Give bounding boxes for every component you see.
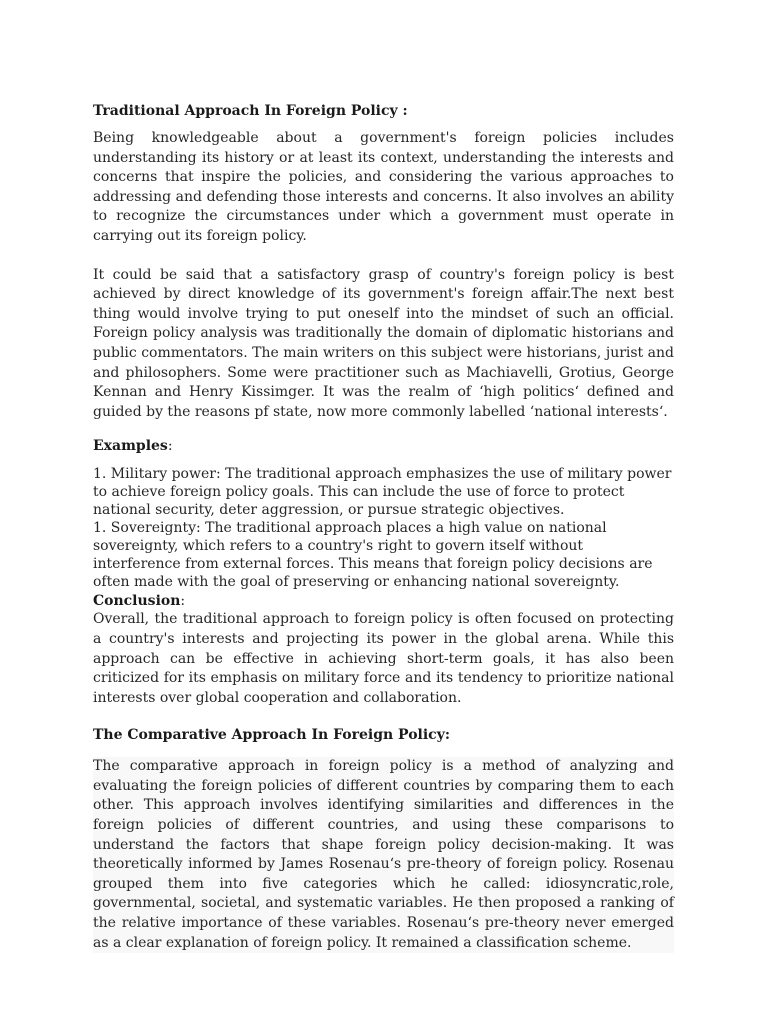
- document-content: [93, 100, 674, 953]
- conclusion-label-colon: :: [180, 593, 186, 610]
- traditional-paragraph-1: Being knowledgeable about a government's foreign policies includes understanding its history or at least its context, understanding the interests and concerns that inspire the policies, and considering the various approaches to addressing and defending those interests and concerns. It also involves an ability to recognize the circumstances under which a government must operate in carrying out its foreign policy.: [93, 130, 674, 244]
- conclusion-paragraph: Overall, the traditional approach to foreign policy is often focused on protecting a country's interests and projecting its power in the global arena. While this approach can be effective in achieving short-term goals, it has also been criticized for its emphasis on military force and its tendency to prioritize national interests over global cooperation and collaboration.: [93, 611, 674, 706]
- example-item-military-power: 1. Military power: The traditional approach emphasizes the use of military power to achieve foreign policy goals. This can include the use of force to protect national security, deter aggression, or pursue strategic objectives.: [93, 466, 672, 519]
- conclusion-label: Conclusion: [93, 593, 181, 610]
- comparative-paragraph: The comparative approach in foreign policy is a method of analyzing and evaluating the foreign policies of different countries by comparing them to each other. This approach involves identifying similarities and differences in the foreign policies of different countries, and using these comparisons to understand the factors that shape foreign policy decision-making. It was theoretically informed by James Rosenau‘s pre-theory of foreign policy. Rosenau grouped them into five categories which he called: idiosyncratic,role, governmental, societal, and systematic variables. He then proposed a ranking of the relative importance of these variables. Rosenau‘s pre-theory never emerged as a clear explanation of foreign policy. It remained a classification scheme.: [93, 757, 674, 953]
- example-item-sovereignty: 1. Sovereignty: The traditional approach places a high value on national sovereignty, which refers to a country's right to govern itself without interference from external forces. This means that foreign policy decisions are often made with the goal of preserving or enhancing national sovereignty.: [93, 520, 653, 591]
- examples-list: [93, 465, 674, 591]
- examples-label-colon: :: [167, 438, 173, 455]
- comparative-approach-heading: The Comparative Approach In Foreign Policy:: [93, 727, 450, 744]
- examples-label-line: [93, 435, 674, 457]
- traditional-approach-heading: Traditional Approach In Foreign Policy :: [93, 103, 408, 119]
- conclusion-label-line: [93, 591, 674, 610]
- traditional-paragraph-2: It could be said that a satisfactory grasp of country's foreign policy is best achieved by direct knowledge of its government's foreign affair.The next best thing would involve trying to put oneself into the mindset of such an official. Foreign policy analysis was traditionally the domain of diplomatic historians and public commentators. The main writers on this subject were historians, jurist and and philosophers. Some were practitioner such as Machiavelli, Grotius, George Kennan and Henry Kissimger. It was the realm of ‘high politics‘ defined and guided by the reasons pf state, now more commonly labelled ‘national interests‘.: [93, 266, 674, 420]
- examples-label: Examples: [93, 438, 168, 455]
